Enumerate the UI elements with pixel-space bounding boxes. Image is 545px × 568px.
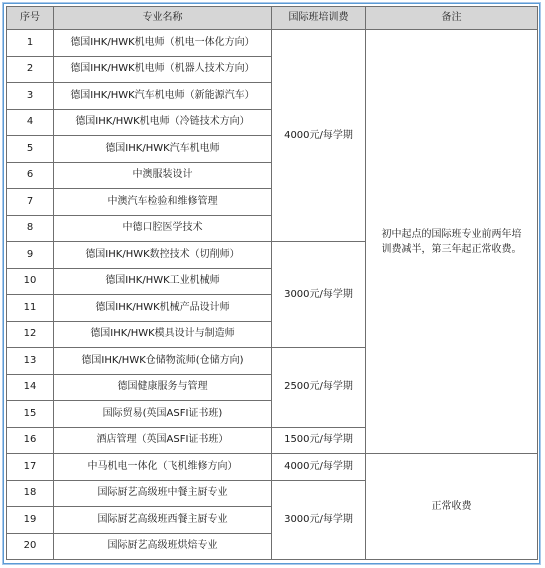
seq-cell: 20 xyxy=(7,533,54,560)
seq-cell: 19 xyxy=(7,507,54,534)
major-cell: 中澳汽车检验和维修管理 xyxy=(54,189,272,216)
header-row xyxy=(7,7,538,30)
major-cell: 国际厨艺高级班烘焙专业 xyxy=(54,533,272,560)
major-cell: 德国IHK/HWK汽车机电师 xyxy=(54,136,272,163)
note-cell: 正常收费 xyxy=(366,454,538,560)
major-cell: 德国IHK/HWK机电师（机器人技术方向） xyxy=(54,56,272,83)
major-cell: 中德口腔医学技术 xyxy=(54,215,272,242)
major-cell: 国际厨艺高级班中餐主厨专业 xyxy=(54,480,272,507)
major-cell: 德国IHK/HWK数控技术（切削师） xyxy=(54,242,272,269)
major-cell: 德国IHK/HWK仓储物流师(仓储方向) xyxy=(54,348,272,375)
major-cell: 德国IHK/HWK机电师（机电一体化方向） xyxy=(54,30,272,57)
seq-cell: 3 xyxy=(7,83,54,110)
major-cell: 酒店管理（英国ASFI证书班） xyxy=(54,427,272,454)
major-cell: 德国健康服务与管理 xyxy=(54,374,272,401)
seq-cell: 12 xyxy=(7,321,54,348)
note-cell: 初中起点的国际班专业前两年培训费减半，第三年起正常收费。 xyxy=(366,30,538,454)
seq-cell: 7 xyxy=(7,189,54,216)
seq-cell: 1 xyxy=(7,30,54,57)
header-seq: 序号 xyxy=(7,7,54,30)
seq-cell: 2 xyxy=(7,56,54,83)
major-cell: 国际贸易(英国ASFI证书班) xyxy=(54,401,272,428)
seq-cell: 5 xyxy=(7,136,54,163)
major-cell: 德国IHK/HWK机械产品设计师 xyxy=(54,295,272,322)
seq-cell: 11 xyxy=(7,295,54,322)
major-cell: 德国IHK/HWK汽车机电师（新能源汽车） xyxy=(54,83,272,110)
table-row xyxy=(7,454,538,481)
major-cell: 德国IHK/HWK机电师（冷链技术方向） xyxy=(54,109,272,136)
major-cell: 中马机电一体化（飞机维修方向） xyxy=(54,454,272,481)
header-note: 备注 xyxy=(366,7,538,30)
major-cell: 德国IHK/HWK模具设计与制造师 xyxy=(54,321,272,348)
major-cell: 德国IHK/HWK工业机械师 xyxy=(54,268,272,295)
fee-cell: 2500元/每学期 xyxy=(272,348,366,428)
header-major: 专业名称 xyxy=(54,7,272,30)
seq-cell: 16 xyxy=(7,427,54,454)
seq-cell: 14 xyxy=(7,374,54,401)
seq-cell: 9 xyxy=(7,242,54,269)
fee-cell: 3000元/每学期 xyxy=(272,242,366,348)
seq-cell: 4 xyxy=(7,109,54,136)
major-cell: 国际厨艺高级班西餐主厨专业 xyxy=(54,507,272,534)
table-row xyxy=(7,30,538,57)
seq-cell: 15 xyxy=(7,401,54,428)
seq-cell: 13 xyxy=(7,348,54,375)
seq-cell: 17 xyxy=(7,454,54,481)
tuition-table xyxy=(6,6,538,560)
seq-cell: 8 xyxy=(7,215,54,242)
fee-cell: 1500元/每学期 xyxy=(272,427,366,454)
major-cell: 中澳服装设计 xyxy=(54,162,272,189)
fee-cell: 4000元/每学期 xyxy=(272,30,366,242)
seq-cell: 6 xyxy=(7,162,54,189)
seq-cell: 10 xyxy=(7,268,54,295)
fee-cell: 3000元/每学期 xyxy=(272,480,366,560)
fee-cell: 4000元/每学期 xyxy=(272,454,366,481)
seq-cell: 18 xyxy=(7,480,54,507)
header-fee: 国际班培训费 xyxy=(272,7,366,30)
